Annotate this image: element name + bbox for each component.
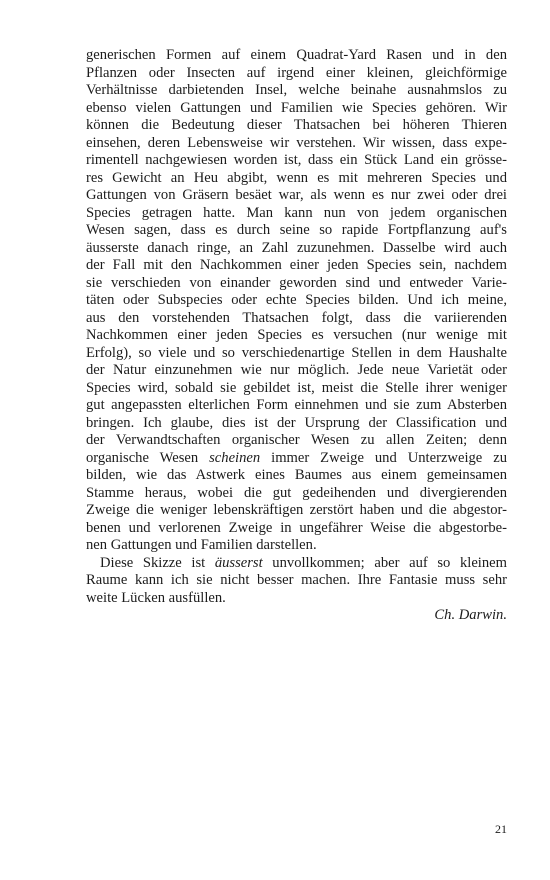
emphasis-word: scheinen bbox=[209, 449, 261, 466]
text-line: ebenso vielen Gattungen und Familien wie Species gehören. Wir bbox=[86, 99, 507, 116]
text-line: res Gewicht an Heu abgibt, wenn es mit mehreren Species und bbox=[86, 169, 507, 186]
text-segment: immer Zweige und Unterzweige zu bbox=[260, 449, 507, 466]
text-line: Verhältnisse darbietenden Insel, welche beinahe ausnahmslos zu bbox=[86, 82, 507, 98]
text-line: Raume kann ich sie nicht besser machen. Ihre Fantasie muss sehr bbox=[86, 572, 507, 588]
text-line bbox=[86, 450, 507, 468]
text-line: bringen. Ich glaube, dies ist der Ursprung der Classification und bbox=[86, 414, 507, 431]
text-line: Gattungen von Gräsern besäet war, als wenn es nur zwei oder drei bbox=[86, 187, 507, 203]
text-segment: organische Wesen bbox=[86, 449, 210, 466]
text-line: weite Lücken ausfüllen. bbox=[86, 589, 226, 606]
text-line: einsehen, deren Lebensweise wir verstehen. Wir wissen, dass expe- bbox=[86, 134, 507, 151]
text-line: Species wird, sobald sie gebildet ist, meist die Stelle ihrer weniger bbox=[86, 379, 507, 396]
text-segment: unvollkommen; aber auf so kleinem bbox=[262, 554, 507, 571]
emphasis-word: äusserst bbox=[214, 554, 263, 571]
text-line: Nachkommen einer jeden Species es versuchen (nur wenige mit bbox=[86, 327, 507, 343]
text-line: Species getragen hatte. Man kann nun von jedem organischen bbox=[86, 204, 507, 221]
text-line: der Natur einzunehmen wie nur möglich. Jede neue Varietät oder bbox=[86, 362, 507, 378]
text-line: der Fall mit den Nachkommen einer jeden Species sein, nachdem bbox=[86, 257, 507, 273]
text-line bbox=[86, 555, 507, 573]
page-number: 21 bbox=[495, 822, 507, 836]
text-line: der Verwandtschaften organischer Wesen zu allen Zeiten; denn bbox=[86, 432, 507, 448]
text-line: Erfolg), so viele und so verschiedenartige Stellen in dem Haushalte bbox=[86, 344, 507, 361]
text-line: Zweige die weniger lebenskräftigen zerstört haben und die abgestor- bbox=[86, 502, 507, 518]
body-text bbox=[86, 47, 507, 625]
text-line: gut angepassten elterlichen Form einnehmen und sie zum Absterben bbox=[86, 397, 507, 413]
text-line: rimentell nachgewiesen worden ist, dass ein Stück Land ein grösse- bbox=[86, 152, 507, 168]
text-line: Stamme heraus, wobei die gut gedeihenden und divergierenden bbox=[86, 484, 507, 501]
text-line: generischen Formen auf einem Quadrat-Yard Rasen und in den bbox=[86, 47, 507, 63]
text-line: bilden, wie das Astwerk eines Baumes aus einem gemeinsamen bbox=[86, 467, 507, 483]
text-line: äusserste danach ringe, an Zahl zuzunehmen. Dasselbe wird auch bbox=[86, 239, 507, 256]
text-line: aus den vorstehenden Thatsachen folgt, dass die variierenden bbox=[86, 309, 507, 326]
text-segment: Diese Skizze ist bbox=[100, 554, 215, 571]
text-line: Wesen sagen, dass es durch seine so rapide Fortpflanzung auf's bbox=[86, 222, 507, 238]
text-line: nen Gattungen und Familien darstellen. bbox=[86, 537, 317, 553]
text-line: benen und verlorenen Zweige in ungefährer Weise die abgestorbe- bbox=[86, 519, 507, 536]
text-line: täten oder Subspecies oder echte Species bilden. Und ich meine, bbox=[86, 292, 507, 308]
signature: Ch. Darwin. bbox=[434, 607, 507, 623]
text-line: sie verschieden von einander geworden sind und entweder Varie- bbox=[86, 274, 507, 291]
text-line: Pflanzen oder Insecten auf irgend einer kleinen, gleichförmige bbox=[86, 64, 507, 81]
text-line: können die Bedeutung dieser Thatsachen bei höheren Thieren bbox=[86, 117, 507, 133]
